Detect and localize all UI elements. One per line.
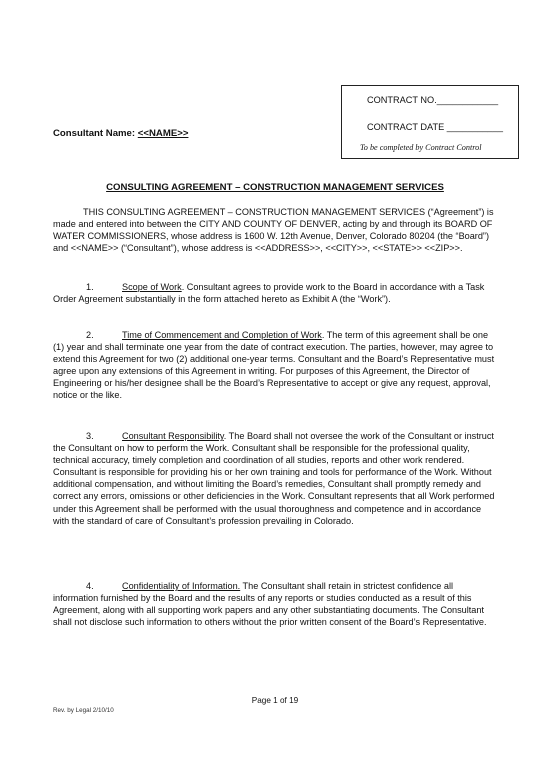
consultant-name-label: Consultant Name: bbox=[53, 128, 136, 139]
section-number: 3. bbox=[86, 431, 94, 441]
section-number: 1. bbox=[86, 282, 94, 292]
intro-paragraph bbox=[53, 206, 499, 254]
contract-date-line: CONTRACT DATE ___________ bbox=[367, 122, 504, 132]
section-4 bbox=[53, 580, 499, 628]
contract-control-box bbox=[341, 85, 519, 159]
section-text: The Consultant shall retain in strictest confidence all information furnished by the Board and the results of any reports or studies conducted as a result of this Agreement, along with all supporting work papers and any other substantiating documents. The Consultant shall not disclose such information to others without the prior written consent of the Board’s Representative. bbox=[53, 581, 487, 628]
revision-note: Rev. by Legal 2/10/10 bbox=[53, 707, 114, 714]
section-heading: Consultant Responsibility bbox=[122, 431, 224, 441]
section-1 bbox=[53, 281, 499, 305]
section-2 bbox=[53, 329, 499, 402]
section-heading: Time of Commencement and Completion of Work bbox=[122, 330, 322, 340]
section-text: . The Board shall not oversee the work of the Consultant or instruct the Consultant on how to perform the Work. Consultant shall be responsible for the professional quality, technical accuracy, timely completion and coordination of all studies, reports and other work rendered. Consultant is responsible for providing his or her own training and tools for performance of the Work. Without additional compensation, and without limiting the Board’s remedies, Consultant shall promptly remedy and correct any errors, omissions or other deficiencies in the Work. Consultant represents that all Work performed under this Agreement shall be performed with the usual thoroughness and competence and in accordance with the standard of care of Consultant’s profession prevailing in Colorado. bbox=[53, 431, 495, 526]
contract-control-note: To be completed by Contract Control bbox=[360, 143, 482, 152]
consultant-name-line bbox=[53, 128, 188, 139]
section-number: 4. bbox=[86, 581, 94, 591]
contract-number-line: CONTRACT NO.____________ bbox=[367, 95, 499, 105]
section-number: 2. bbox=[86, 330, 94, 340]
section-heading: Scope of Work bbox=[122, 282, 182, 292]
consultant-name-placeholder: <<NAME>> bbox=[137, 128, 189, 139]
section-text: . Consultant agrees to provide work to the Board in accordance with a Task Order Agreement substantially in the form attached hereto as Exhibit A (the “Work”). bbox=[53, 282, 485, 305]
section-3 bbox=[53, 430, 499, 527]
section-text: . The term of this agreement shall be one (1) year and shall terminate one year from the date of contract execution. The parties, however, may agree to extend this Agreement for two (2) additional one-year terms. Consultant and the Board’s Representative must agree upon any extensions of this Agreement in writing. For purposes of this Agreement, the Director of Engineering or his/her designee shall be the Board’s Representative to accept or give any request, approval, notice or the like. bbox=[53, 330, 495, 401]
page-number: Page 1 of 19 bbox=[251, 696, 299, 705]
document-title: CONSULTING AGREEMENT – CONSTRUCTION MANAGEMENT SERVICES bbox=[106, 182, 444, 193]
section-heading: Confidentiality of Information. bbox=[122, 581, 241, 591]
intro-text: THIS CONSULTING AGREEMENT – CONSTRUCTION MANAGEMENT SERVICES (“Agreement”) is made and entered into between the CITY AND COUNTY OF DENVER, acting by and through its BOARD OF WATER COMMISSIONERS, whose address is 1600 W. 12th Avenue, Denver, Colorado 80204 (the “Board”) and <<NAME>> (“Consultant”), whose address is <<ADDRESS>>, <<CITY>>, <<STATE>> <<ZIP>>. bbox=[53, 207, 494, 254]
